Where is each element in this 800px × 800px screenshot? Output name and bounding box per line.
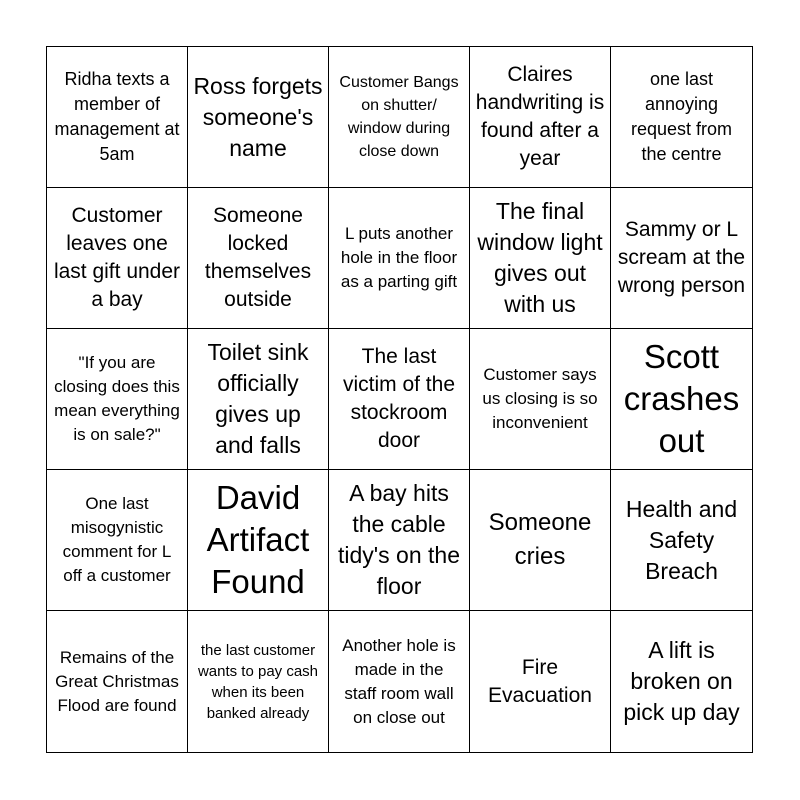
bingo-cell[interactable] — [329, 329, 470, 470]
bingo-cell[interactable] — [611, 188, 752, 329]
bingo-cell[interactable] — [47, 188, 188, 329]
bingo-cell[interactable] — [188, 47, 329, 188]
cell-text: Customer says us closing is so inconvenient — [482, 365, 598, 432]
cell-text: Scott crashes out — [623, 338, 740, 459]
cell-text: A bay hits the cable tidy's on the floor — [337, 480, 461, 599]
bingo-cell[interactable] — [47, 47, 188, 188]
bingo-cell[interactable] — [470, 188, 611, 329]
cell-text: One last misogynistic comment for L off a customer — [62, 494, 172, 585]
cell-text: David Artifact Found — [206, 479, 310, 600]
bingo-cell[interactable] — [470, 47, 611, 188]
bingo-cell[interactable] — [329, 188, 470, 329]
cell-text: Remains of the Great Christmas Flood are found — [55, 647, 179, 715]
cell-text: Someone cries — [488, 509, 592, 570]
bingo-cell[interactable] — [188, 470, 329, 611]
cell-text: The last victim of the stockroom door — [342, 345, 456, 452]
cell-text: Customer Bangs on shutter/ window during close down — [339, 74, 459, 160]
cell-text: L puts another hole in the floor as a parting gift — [340, 224, 458, 291]
bingo-cell[interactable] — [611, 329, 752, 470]
cell-text: Someone locked themselves outside — [204, 204, 312, 311]
bingo-cell[interactable] — [329, 47, 470, 188]
cell-text: Another hole is made in the staff room wall on close out — [342, 635, 456, 727]
bingo-cell[interactable] — [47, 611, 188, 752]
bingo-cell[interactable] — [188, 611, 329, 752]
bingo-cell[interactable] — [188, 329, 329, 470]
cell-text: Fire Evacuation — [488, 655, 592, 707]
cell-text: The final window light gives out with us — [477, 198, 603, 317]
bingo-board — [46, 46, 753, 753]
bingo-cell[interactable] — [470, 611, 611, 752]
cell-text: Health and Safety Breach — [625, 495, 738, 584]
cell-text: Ross forgets someone's name — [193, 72, 323, 161]
bingo-cell[interactable] — [611, 470, 752, 611]
cell-text: Toilet sink officially gives up and falls — [207, 339, 309, 458]
bingo-cell[interactable] — [188, 188, 329, 329]
bingo-cell[interactable] — [611, 47, 752, 188]
cell-text: Claires handwriting is found after a year — [475, 63, 605, 170]
cell-text: "If you are closing does this mean everything is on sale?" — [54, 353, 180, 444]
cell-text: Ridha texts a member of management at 5am — [54, 69, 180, 164]
bingo-cell[interactable] — [47, 329, 188, 470]
cell-text: Sammy or L scream at the wrong person — [617, 218, 746, 297]
cell-text: the last customer wants to pay cash when its been banked already — [197, 641, 319, 722]
bingo-cell[interactable] — [611, 611, 752, 752]
cell-text: A lift is broken on pick up day — [623, 637, 740, 725]
cell-text: one last annoying request from the centre — [630, 69, 733, 164]
bingo-cell[interactable] — [470, 470, 611, 611]
bingo-cell[interactable] — [470, 329, 611, 470]
bingo-cell[interactable] — [329, 611, 470, 752]
bingo-cell[interactable] — [329, 470, 470, 611]
bingo-cell[interactable] — [47, 470, 188, 611]
cell-text: Customer leaves one last gift under a bay — [53, 204, 181, 311]
